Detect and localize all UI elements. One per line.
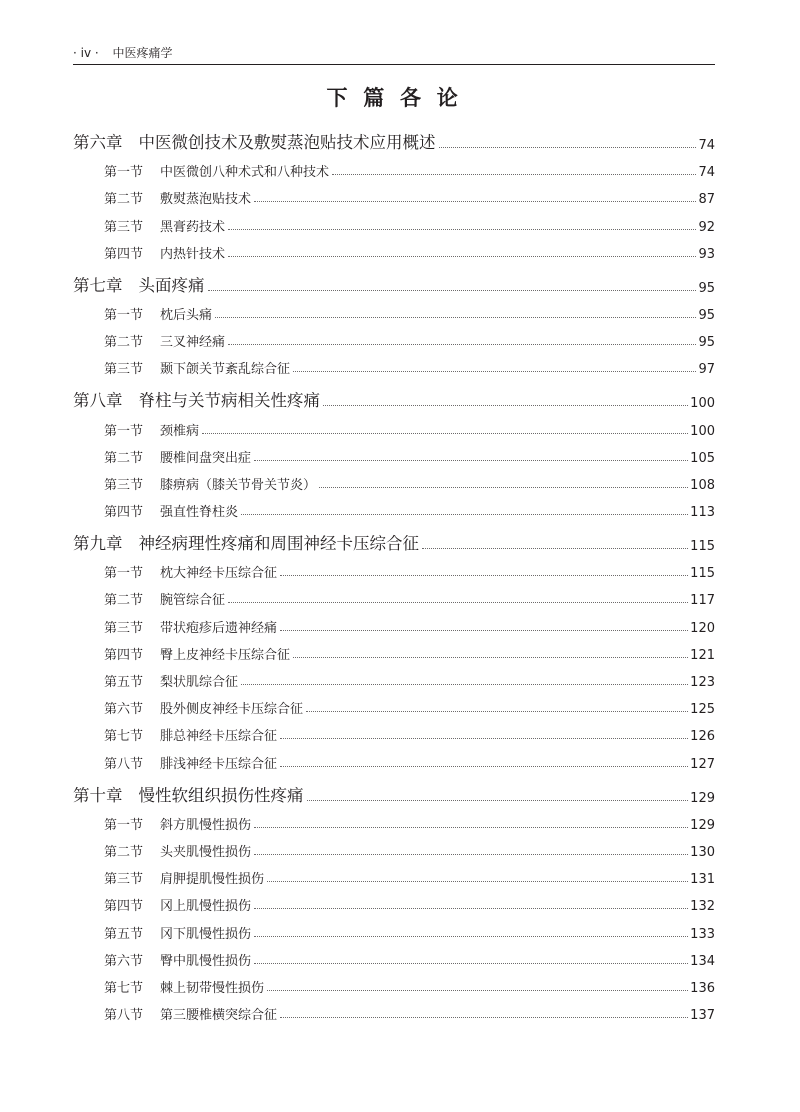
section-number: 第一节 <box>104 817 144 833</box>
dot-leader <box>215 317 696 318</box>
section-number: 第四节 <box>104 647 144 663</box>
chapter-title: 脊柱与关节病相关性疼痛 <box>138 391 320 411</box>
section-title: 黑膏药技术 <box>160 219 226 235</box>
page-number: 108 <box>690 477 715 493</box>
table-of-contents <box>73 126 715 1023</box>
chapter-number: 第九章 <box>73 534 123 554</box>
page-number: 126 <box>690 729 715 745</box>
toc-section-entry <box>73 180 715 207</box>
dot-leader <box>293 371 696 372</box>
section-number: 第三节 <box>104 219 144 235</box>
section-number: 第三节 <box>104 362 144 378</box>
dot-leader <box>254 936 688 937</box>
section-title: 臀上皮神经卡压综合征 <box>160 647 291 663</box>
dot-leader <box>254 201 696 202</box>
toc-section-entry <box>73 235 715 262</box>
page-number: 113 <box>690 505 715 521</box>
toc-section-entry <box>73 493 715 520</box>
page-number: 134 <box>690 953 715 969</box>
page-number: 115 <box>690 566 715 582</box>
page-number: 95 <box>698 307 715 323</box>
section-title: 腓浅神经卡压综合征 <box>160 756 278 772</box>
section-title: 枕大神经卡压综合征 <box>160 566 278 582</box>
dot-leader <box>241 514 688 515</box>
section-title: 膝痹病（膝关节骨关节炎） <box>160 477 317 493</box>
toc-section-entry <box>73 153 715 180</box>
toc-chapter-entry <box>73 527 715 554</box>
page-number: 120 <box>690 620 715 636</box>
chapter-number: 第八章 <box>73 391 123 411</box>
toc-section-entry <box>73 439 715 466</box>
dot-leader <box>307 800 689 801</box>
section-number: 第三节 <box>104 477 144 493</box>
section-number: 第二节 <box>104 335 144 351</box>
chapter-title: 中医微创技术及敷熨蒸泡贴技术应用概述 <box>138 133 436 152</box>
page-number: 123 <box>690 675 715 690</box>
page-number: 136 <box>690 980 715 996</box>
page-number: 133 <box>690 926 715 942</box>
section-title: 颞下颌关节紊乱综合征 <box>160 362 291 378</box>
dot-leader <box>241 684 688 685</box>
toc-section-entry <box>73 969 715 996</box>
section-number: 第一节 <box>104 566 144 582</box>
section-title: 三叉神经痛 <box>160 335 226 351</box>
part-title: 下篇各论 <box>326 85 474 110</box>
section-number: 第五节 <box>104 926 144 942</box>
page-number: 100 <box>690 396 715 412</box>
section-number: 第二节 <box>104 192 144 208</box>
section-number: 第一节 <box>104 165 144 181</box>
section-number: 第四节 <box>104 899 144 915</box>
page-number: 74 <box>698 165 715 181</box>
page-number: 121 <box>690 647 715 663</box>
section-title: 臀中肌慢性损伤 <box>160 953 252 969</box>
section-title: 颈椎病 <box>160 423 200 439</box>
section-number: 第八节 <box>104 756 144 772</box>
toc-chapter-entry <box>73 384 715 411</box>
section-title: 第三腰椎横突综合征 <box>160 1008 278 1024</box>
page-number: 100 <box>690 423 715 439</box>
toc-section-entry <box>73 296 715 323</box>
running-header <box>73 44 715 65</box>
section-title: 腕管综合征 <box>160 593 226 609</box>
section-number: 第二节 <box>104 593 144 609</box>
toc-section-entry <box>73 806 715 833</box>
book-title: 中医疼痛学 <box>112 46 173 60</box>
section-number: 第二节 <box>104 450 144 466</box>
page-number: 115 <box>690 539 715 555</box>
dot-leader <box>254 963 688 964</box>
section-title: 棘上韧带慢性损伤 <box>160 980 265 996</box>
page-number: 95 <box>698 335 715 351</box>
section-number: 第六节 <box>104 702 144 718</box>
dot-leader <box>280 1017 688 1018</box>
dot-leader <box>280 738 688 739</box>
section-title: 中医微创八种术式和八种技术 <box>160 165 330 181</box>
toc-section-entry <box>73 554 715 581</box>
section-title: 冈上肌慢性损伤 <box>160 899 252 915</box>
page-number: 92 <box>698 219 715 235</box>
chapter-number: 第七章 <box>73 275 123 295</box>
dot-leader <box>254 460 688 461</box>
page-number: 87 <box>698 192 715 208</box>
section-number: 第一节 <box>104 423 144 439</box>
page-number: 117 <box>690 593 715 609</box>
page-number: 105 <box>690 450 715 466</box>
chapter-title: 头面疼痛 <box>138 275 205 295</box>
page-number: 129 <box>690 790 715 806</box>
dot-leader <box>323 405 688 406</box>
toc-section-entry <box>73 323 715 350</box>
dot-leader <box>202 433 688 434</box>
page-number-marker: · iv · <box>73 46 99 60</box>
dot-leader <box>332 174 696 175</box>
page-number: 97 <box>698 362 715 378</box>
section-number: 第七节 <box>104 729 144 745</box>
toc-section-entry <box>73 717 715 744</box>
section-number: 第一节 <box>104 307 144 323</box>
dot-leader <box>439 147 697 148</box>
page-number: 132 <box>690 899 715 915</box>
section-title: 冈下肌慢性损伤 <box>160 926 252 942</box>
toc-section-entry <box>73 350 715 377</box>
dot-leader <box>254 854 688 855</box>
dot-leader <box>280 630 688 631</box>
toc-section-entry <box>73 744 715 771</box>
dot-leader <box>319 487 688 488</box>
toc-section-entry <box>73 608 715 635</box>
toc-section-entry <box>73 207 715 234</box>
toc-section-entry <box>73 581 715 608</box>
toc-section-entry <box>73 663 715 690</box>
page-number: 127 <box>690 756 715 772</box>
page-number: 95 <box>698 280 715 296</box>
section-title: 强直性脊柱炎 <box>160 505 239 521</box>
section-title: 带状疱疹后遗神经痛 <box>160 620 278 636</box>
dot-leader <box>422 548 688 549</box>
page-number: 74 <box>698 138 715 153</box>
section-title: 头夹肌慢性损伤 <box>160 844 252 860</box>
dot-leader <box>267 990 688 991</box>
section-number: 第六节 <box>104 953 144 969</box>
section-number: 第三节 <box>104 620 144 636</box>
section-title: 梨状肌综合征 <box>160 675 239 690</box>
section-title: 斜方肌慢性损伤 <box>160 817 252 833</box>
toc-section-entry <box>73 860 715 887</box>
toc-section-entry <box>73 690 715 717</box>
toc-section-entry <box>73 466 715 493</box>
section-title: 股外侧皮神经卡压综合征 <box>160 702 304 718</box>
toc-section-entry <box>73 411 715 438</box>
toc-section-entry <box>73 942 715 969</box>
section-number: 第五节 <box>104 675 144 690</box>
dot-leader <box>267 881 688 882</box>
page-number: 130 <box>690 844 715 860</box>
page-number: 129 <box>690 817 715 833</box>
dot-leader <box>306 711 688 712</box>
dot-leader <box>254 827 688 828</box>
dot-leader <box>293 657 688 658</box>
toc-chapter-entry <box>73 126 715 153</box>
section-number: 第四节 <box>104 246 144 262</box>
chapter-number: 第六章 <box>73 133 123 152</box>
section-number: 第二节 <box>104 844 144 860</box>
dot-leader <box>228 256 696 257</box>
section-title: 肩胛提肌慢性损伤 <box>160 872 265 888</box>
section-number: 第三节 <box>104 872 144 888</box>
section-title: 腓总神经卡压综合征 <box>160 729 278 745</box>
section-title: 枕后头痛 <box>160 307 213 323</box>
toc-section-entry <box>73 636 715 663</box>
page-number: 125 <box>690 702 715 718</box>
dot-leader <box>280 766 688 767</box>
dot-leader <box>228 344 696 345</box>
section-number: 第八节 <box>104 1008 144 1024</box>
dot-leader <box>228 602 688 603</box>
toc-section-entry <box>73 914 715 941</box>
section-title: 敷熨蒸泡贴技术 <box>160 192 252 208</box>
toc-section-entry <box>73 996 715 1023</box>
page-number: 131 <box>690 872 715 888</box>
dot-leader <box>254 908 688 909</box>
dot-leader <box>280 575 688 576</box>
dot-leader <box>208 290 697 291</box>
toc-section-entry <box>73 833 715 860</box>
section-number: 第七节 <box>104 980 144 996</box>
page-number: 93 <box>698 246 715 262</box>
toc-chapter-entry <box>73 269 715 296</box>
section-number: 第四节 <box>104 505 144 521</box>
chapter-title: 慢性软组织损伤性疼痛 <box>138 785 304 805</box>
toc-section-entry <box>73 887 715 914</box>
toc-chapter-entry <box>73 779 715 806</box>
chapter-number: 第十章 <box>73 785 123 805</box>
chapter-title: 神经病理性疼痛和周围神经卡压综合征 <box>138 534 419 554</box>
page-number: 137 <box>690 1008 715 1024</box>
dot-leader <box>228 229 696 230</box>
section-title: 腰椎间盘突出症 <box>160 450 252 466</box>
section-title: 内热针技术 <box>160 246 226 262</box>
